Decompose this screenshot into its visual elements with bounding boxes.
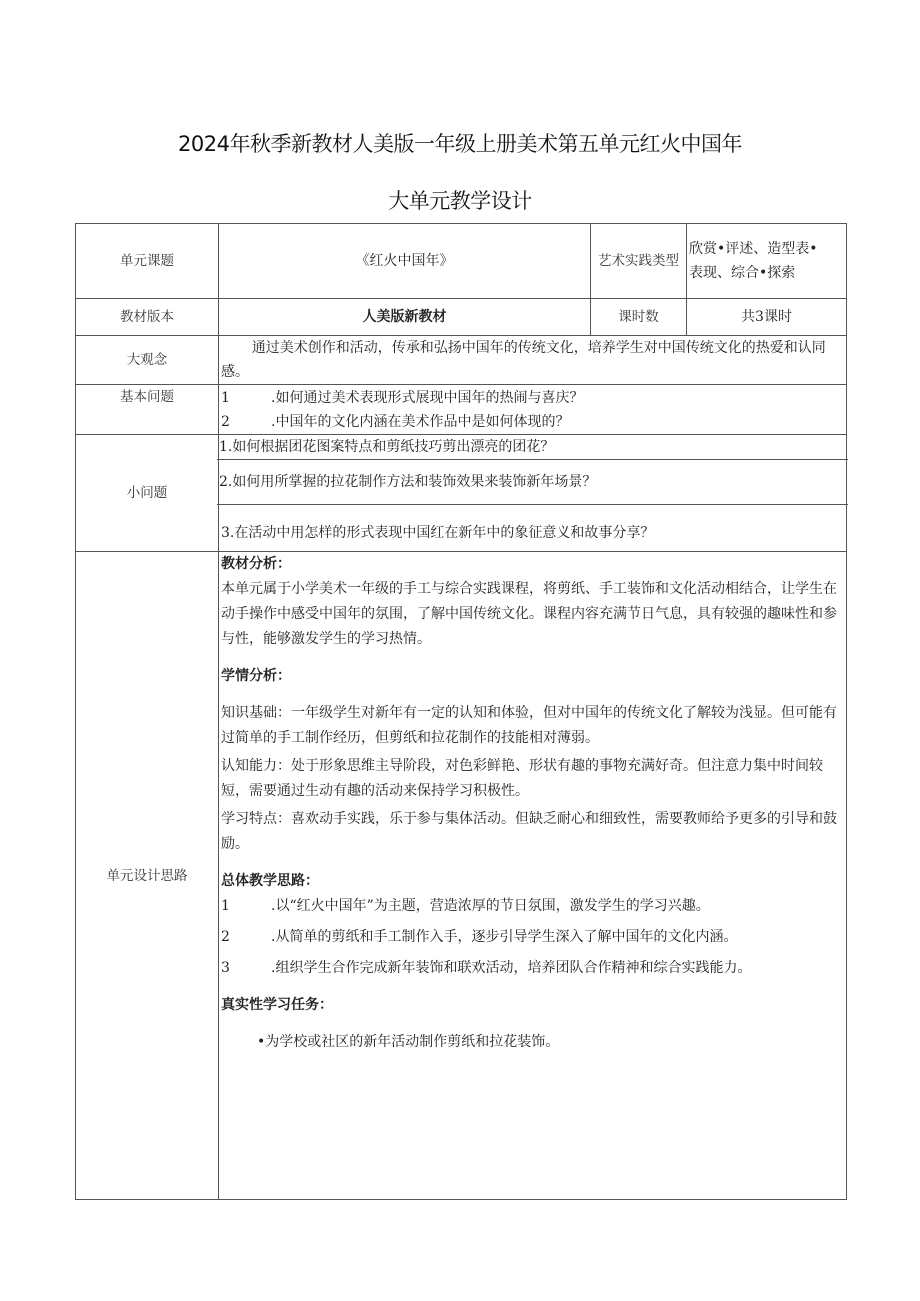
practice-type-value — [687, 224, 847, 299]
lesson-count-label: 课时数 — [591, 299, 687, 336]
cognitive-ability: 认知能力：处于形象思维主导阶段，对色彩鲜艳、形状有趣的事物充满好奇。但注意力集中时间较短，需要通过生动有趣的活动来保持学习积极性。 — [221, 758, 823, 799]
small-question-2: 2.如何用所掌握的拉花制作方法和装饰效果来装饰新年场景？ — [217, 460, 848, 505]
small-question-1: 1.如何根据团花图案特点和剪纸技巧剪出漂亮的团花？ — [217, 435, 848, 460]
unit-design-table — [75, 223, 847, 1200]
document-title: 2024年秋季新教材人美版一年级上册美术第五单元红火中国年 — [178, 132, 742, 156]
basic-question-2: 2 .中国年的文化内涵在美术作品中是如何体现的？ — [221, 413, 570, 430]
unit-design-label: 单元设计思路 — [76, 552, 219, 1200]
material-analysis-heading: 教材分析： — [221, 556, 291, 572]
lesson-count-value: 共3课时 — [687, 299, 847, 336]
practice-type-line-2: 表现、综合•探索 — [689, 265, 796, 281]
learning-features: 学习特点：喜欢动手实践，乐于参与集体活动。但缺乏耐心和细致性，需要教师给予更多的引导和鼓励。 — [221, 811, 837, 852]
overall-item-1: 1 .以“红火中国年”为主题，营造浓厚的节日氛围，激发学生的学习兴趣。 — [221, 898, 710, 914]
practice-type-line-1: 欣赏•评述、造型表• — [689, 241, 818, 257]
row-unit-topic — [76, 224, 847, 299]
basic-questions-list — [219, 385, 847, 435]
row-basic-questions — [76, 385, 847, 435]
small-questions-list — [219, 435, 847, 552]
authentic-task-heading: 真实性学习任务： — [221, 997, 333, 1013]
unit-topic-value: 《红火中国年》 — [219, 224, 591, 299]
unit-topic-label: 单元课题 — [76, 224, 219, 299]
document-subtitle: 大单元教学设计 — [388, 189, 532, 213]
big-idea-text: 通过美术创作和活动，传承和弘扬中国年的传统文化，培养学生对中国传统文化的热爱和认同感。 — [219, 336, 847, 385]
small-questions-label: 小问题 — [76, 435, 219, 552]
practice-type-label: 艺术实践类型 — [591, 224, 687, 299]
row-unit-design — [76, 552, 847, 1200]
authentic-task-item: •为学校或社区的新年活动制作剪纸和拉花装饰。 — [257, 1034, 560, 1050]
row-textbook — [76, 299, 847, 336]
row-big-idea — [76, 336, 847, 385]
small-question-3: 3.在活动中用怎样的形式表现中国红在新年中的象征意义和故事分享？ — [221, 525, 655, 541]
material-analysis-text: 本单元属于小学美术一年级的手工与综合实践课程，将剪纸、手工装饰和文化活动相结合，让学生在动手操作中感受中国年的氛围，了解中国传统文化。课程内容充满节日气息，具有较强的趣味性和参与性，能够激发学生的学习热情。 — [221, 581, 837, 647]
overall-item-3: 3 .组织学生合作完成新年装饰和联欢活动，培养团队合作精神和综合实践能力。 — [221, 960, 752, 976]
big-idea-label: 大观念 — [76, 336, 219, 385]
unit-design-content — [219, 552, 847, 1200]
textbook-value: 人美版新教材 — [219, 299, 591, 336]
row-small-questions — [76, 435, 847, 552]
student-analysis-heading: 学情分析： — [221, 668, 291, 684]
basic-questions-label: 基本问题 — [76, 385, 219, 435]
textbook-label: 教材版本 — [76, 299, 219, 336]
overall-teaching-heading: 总体教学思路： — [221, 873, 319, 889]
knowledge-basis: 知识基础：一年级学生对新年有一定的认知和体验，但对中国年的传统文化了解较为浅显。但可能有过简单的手工制作经历，但剪纸和拉花制作的技能相对薄弱。 — [221, 705, 837, 746]
overall-item-2: 2 .从简单的剪纸和手工制作入手，逐步引导学生深入了解中国年的文化内涵。 — [221, 929, 738, 945]
basic-question-1: 1 .如何通过美术表现形式展现中国年的热闹与喜庆？ — [221, 389, 584, 406]
